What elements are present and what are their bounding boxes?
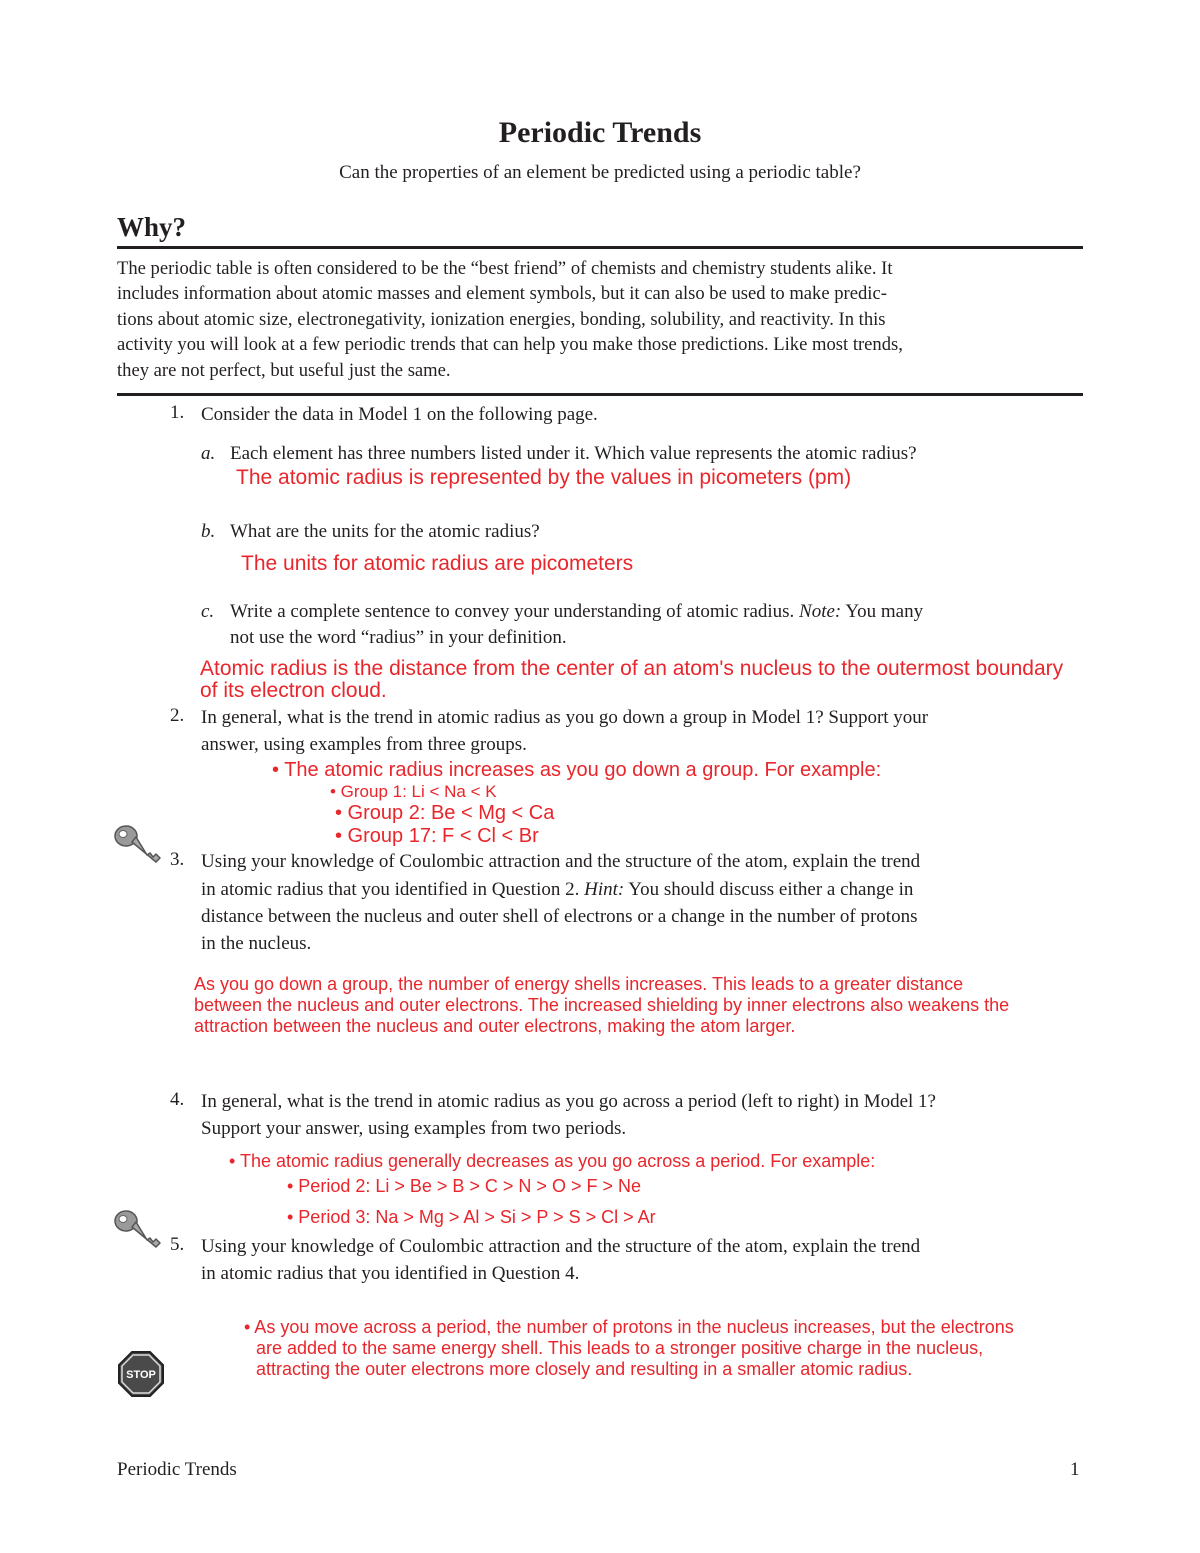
- q3-line1: Using your knowledge of Coulombic attraction and the structure of the atom, explain the trend: [201, 851, 921, 872]
- q1-number: 1.: [170, 402, 185, 423]
- why-line: they are not perfect, but useful just the same.: [117, 359, 451, 381]
- q3-line4: in the nucleus.: [201, 933, 312, 954]
- q2-example: • Group 2: Be < Mg < Ca: [335, 802, 555, 824]
- why-top-rule: [117, 246, 1083, 249]
- q5-line1: Using your knowledge of Coulombic attraction and the structure of the atom, explain the trend: [201, 1236, 921, 1257]
- q3-answer-line: attraction between the nucleus and outer electrons, making the atom larger.: [194, 1016, 796, 1036]
- key-icon: [112, 1207, 164, 1255]
- q3-number: 3.: [170, 849, 185, 870]
- q2-example: • Group 17: F < Cl < Br: [335, 825, 539, 847]
- q1a-text: Each element has three numbers listed under it. Which value represents the atomic radius?: [230, 443, 917, 464]
- q4-line1: In general, what is the trend in atomic radius as you go across a period (left to right) in Model 1?: [201, 1091, 936, 1112]
- q1c-answer-line: Atomic radius is the distance from the center of an atom's nucleus to the outermost boundary: [200, 657, 1064, 680]
- page-title: Periodic Trends: [498, 116, 702, 149]
- stop-label: STOP: [126, 1369, 156, 1381]
- why-bottom-rule: [117, 393, 1083, 396]
- q1c-text-after: You many: [845, 601, 924, 622]
- why-line: tions about atomic size, electronegativity, ionization energies, bonding, solubility, and reactivity. In this: [117, 308, 886, 330]
- q3-line3: distance between the nucleus and outer shell of electrons or a change in the number of protons: [201, 906, 918, 927]
- q4-answer-intro: • The atomic radius generally decreases as you go across a period. For example:: [229, 1151, 876, 1171]
- q1c-answer-line: of its electron cloud.: [200, 679, 387, 702]
- q1c-text-before: Write a complete sentence to convey your understanding of atomic radius.: [230, 601, 795, 622]
- q5-answer-line: are added to the same energy shell. This leads to a stronger positive charge in the nucleus,: [256, 1338, 984, 1358]
- q3-answer: [194, 974, 1009, 1037]
- q1b-answer: The units for atomic radius are picometers: [241, 552, 634, 575]
- q2-example: • Group 1: Li < Na < K: [330, 782, 497, 801]
- q1c-note-label: Note:: [799, 601, 842, 622]
- q2-line1: In general, what is the trend in atomic radius as you go down a group in Model 1? Support your: [201, 707, 929, 728]
- q4-number: 4.: [170, 1089, 185, 1110]
- q1-text: Consider the data in Model 1 on the following page.: [201, 404, 598, 425]
- q1c-text: [230, 599, 923, 624]
- q4-line2: Support your answer, using examples from two periods.: [201, 1118, 627, 1139]
- why-line: The periodic table is often considered to be the “best friend” of chemists and chemistry students alike. It: [117, 258, 893, 279]
- q5-answer: [244, 1317, 1014, 1380]
- q1c-line2: not use the word “radius” in your definition.: [230, 627, 567, 648]
- why-heading: Why?: [117, 212, 187, 242]
- q3-line2-after: You should discuss either a change in: [628, 879, 914, 900]
- q3-line2: [201, 877, 913, 902]
- q4-example: • Period 3: Na > Mg > Al > Si > P > S > Cl > Ar: [287, 1207, 656, 1227]
- q5-line2: in atomic radius that you identified in Question 4.: [201, 1263, 580, 1284]
- page-subtitle: Can the properties of an element be predicted using a periodic table?: [339, 162, 861, 183]
- q2-line2: answer, using examples from three groups.: [201, 734, 527, 755]
- q2-answer-intro: • The atomic radius increases as you go down a group. For example:: [272, 759, 882, 781]
- footer-title: Periodic Trends: [117, 1459, 237, 1480]
- q5-answer-line: attracting the outer electrons more closely and resulting in a smaller atomic radius.: [256, 1359, 913, 1379]
- stop-sign-icon: [117, 1350, 165, 1398]
- q1a-answer: The atomic radius is represented by the values in picometers (pm): [236, 466, 852, 489]
- key-icon: [112, 822, 164, 870]
- q5-answer-line: • As you move across a period, the number of protons in the nucleus increases, but the electrons: [244, 1317, 1014, 1337]
- q3-hint-label: Hint:: [584, 879, 625, 900]
- q3-line2-before: in atomic radius that you identified in Question 2.: [201, 879, 580, 900]
- q3-answer-line: As you go down a group, the number of energy shells increases. This leads to a greater distance: [194, 974, 964, 994]
- q1c-answer: [200, 658, 1063, 702]
- q5-number: 5.: [170, 1234, 185, 1255]
- q1b-text: What are the units for the atomic radius?: [230, 521, 540, 542]
- q1c-letter: c.: [201, 601, 215, 622]
- why-line: activity you will look at a few periodic trends that can help you make those predictions. Like most trends,: [117, 334, 903, 356]
- q4-example: • Period 2: Li > Be > B > C > N > O > F > Ne: [287, 1176, 641, 1196]
- q3-answer-line: between the nucleus and outer electrons. The increased shielding by inner electrons also weakens the: [194, 995, 1010, 1015]
- page-number: 1: [1070, 1459, 1080, 1480]
- q2-number: 2.: [170, 705, 185, 726]
- q1b-letter: b.: [201, 521, 216, 542]
- why-paragraph: [117, 256, 1083, 383]
- q1a-letter: a.: [201, 443, 216, 464]
- why-line: includes information about atomic masses and element symbols, but it can also be used to make predic-: [117, 283, 887, 305]
